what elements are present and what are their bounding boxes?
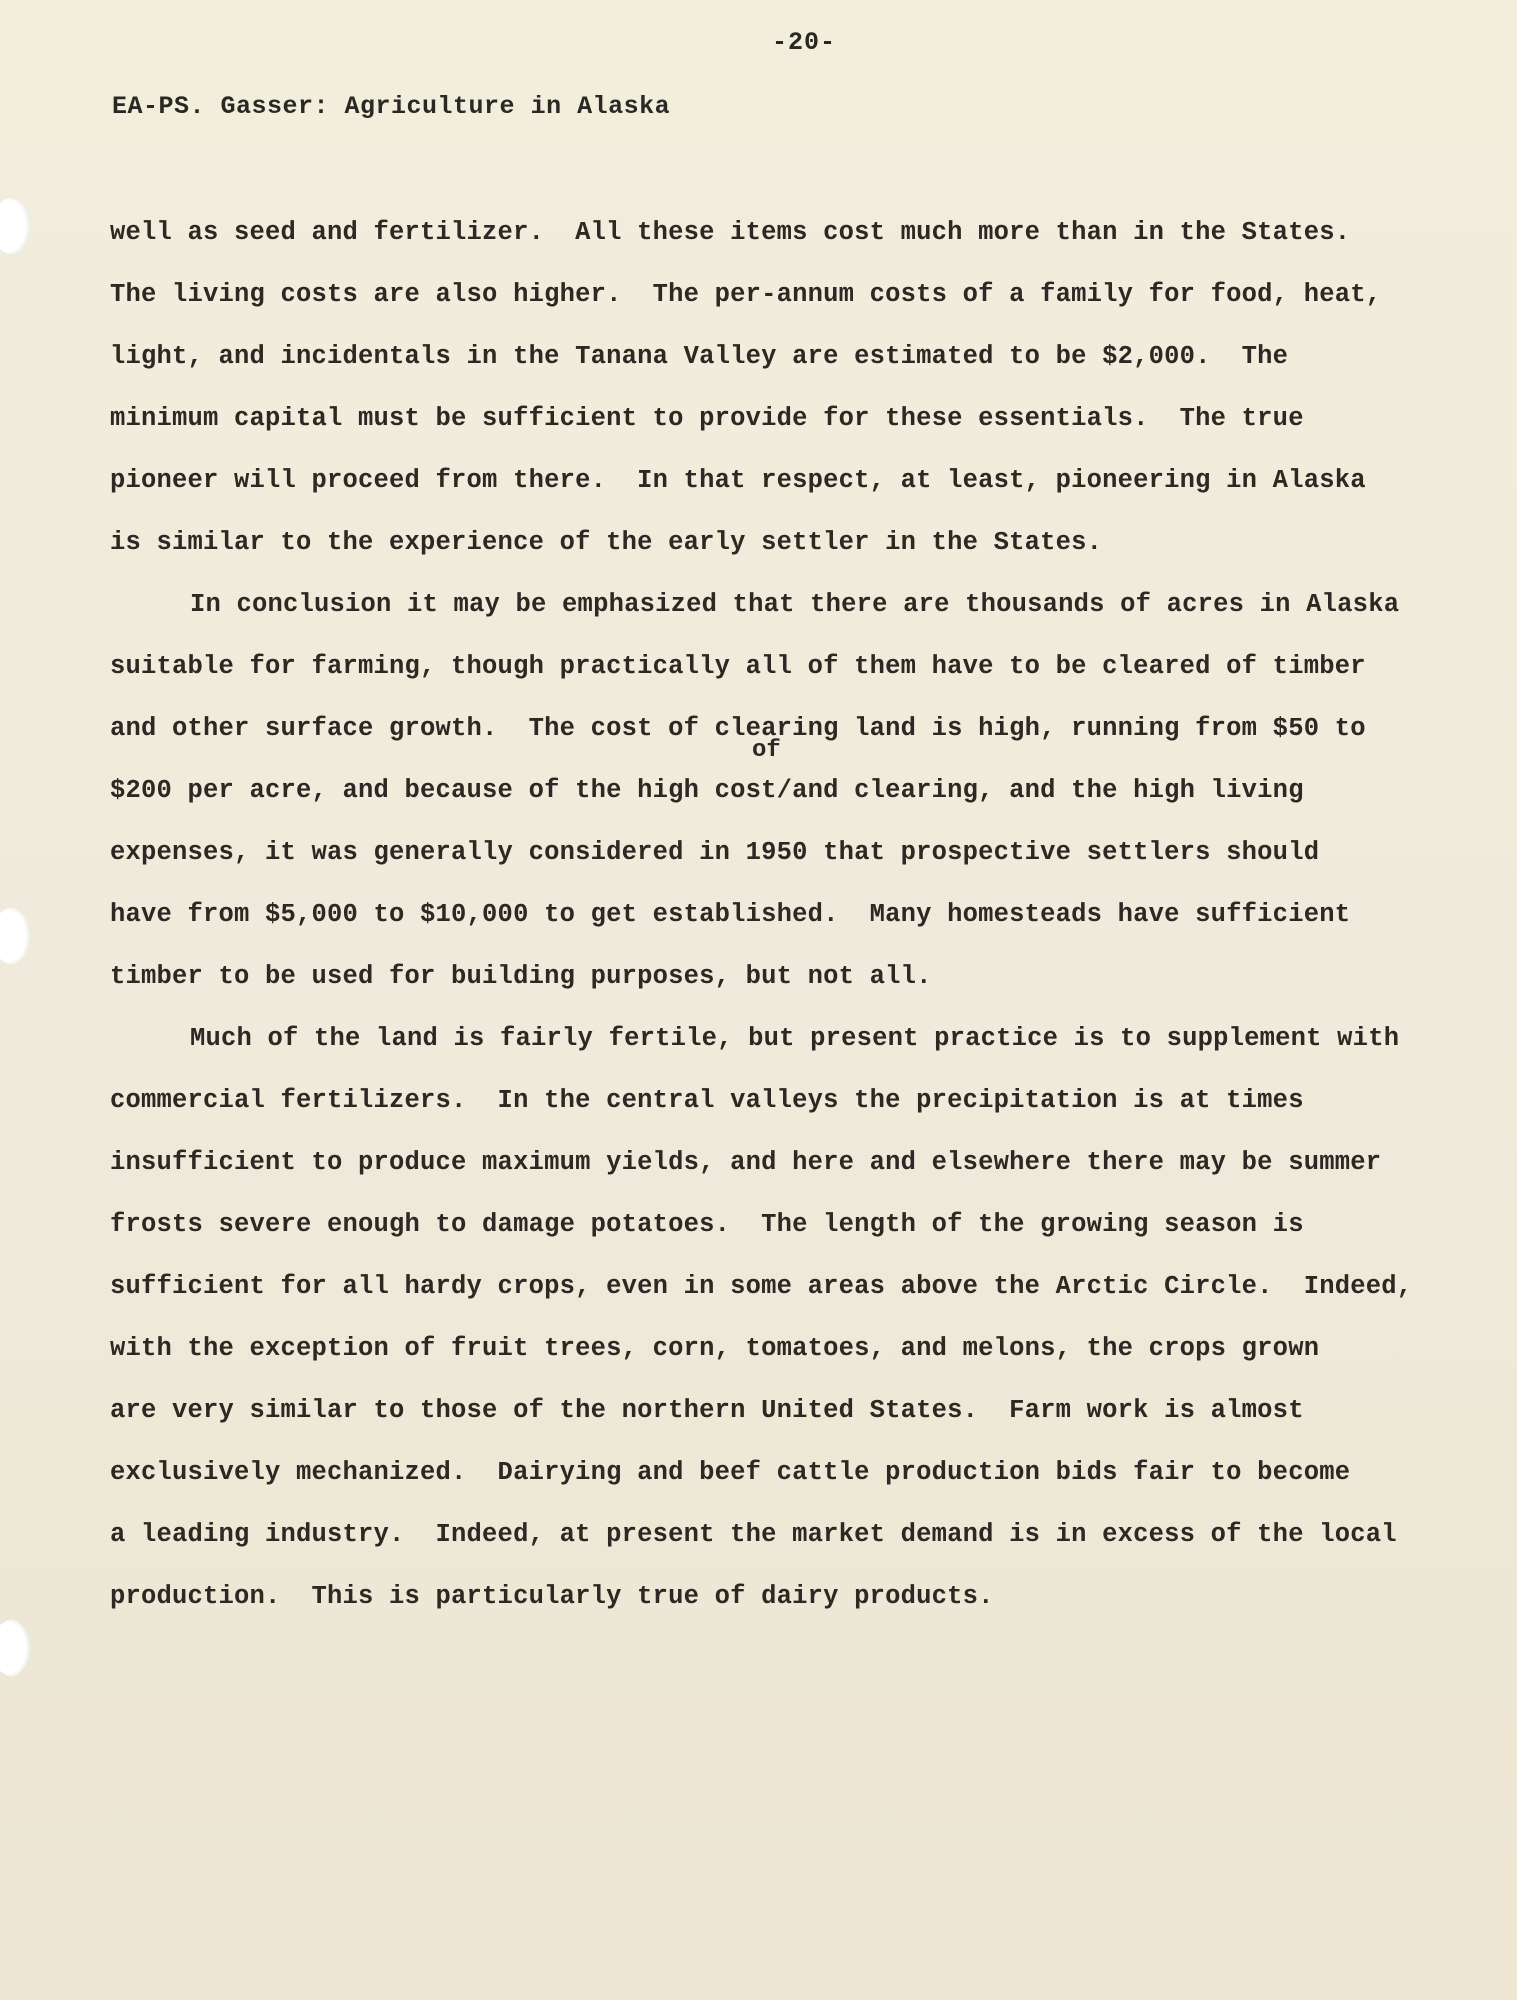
text-line: insufficient to produce maximum yields, and here and elsewhere there may be summer — [110, 1148, 1382, 1177]
text-line: production. This is particularly true of dairy products. — [110, 1582, 994, 1611]
text-line: frosts severe enough to damage potatoes. The length of the growing season is — [110, 1210, 1304, 1239]
running-head: EA-PS. Gasser: Agriculture in Alaska — [112, 92, 671, 121]
handwritten-insertion: of — [752, 737, 781, 764]
text-line: well as seed and fertilizer. All these items cost much more than in the States. — [110, 218, 1351, 247]
text-line: have from $5,000 to $10,000 to get established. Many homesteads have sufficient — [110, 900, 1351, 929]
punch-hole — [0, 1620, 30, 1676]
text-line: commercial fertilizers. In the central valleys the precipitation is at times — [110, 1086, 1304, 1115]
paragraph-start-line: Much of the land is fairly fertile, but present practice is to supplement with — [190, 1024, 1400, 1053]
text-line: light, and incidentals in the Tanana Valley are estimated to be $2,000. The — [110, 342, 1289, 371]
text-line: are very similar to those of the northern United States. Farm work is almost — [110, 1396, 1304, 1425]
text-line: sufficient for all hardy crops, even in some areas above the Arctic Circle. Indeed, — [110, 1272, 1413, 1301]
text-line: $200 per acre, and because of the high cost/and clearing, and the high living — [110, 776, 1304, 805]
text-line: a leading industry. Indeed, at present the market demand is in excess of the local — [110, 1520, 1397, 1549]
text-line: suitable for farming, though practically all of them have to be cleared of timber — [110, 652, 1366, 681]
page-number: -20- — [772, 28, 837, 57]
text-line: exclusively mechanized. Dairying and beef cattle production bids fair to become — [110, 1458, 1351, 1487]
text-line: with the exception of fruit trees, corn, tomatoes, and melons, the crops grown — [110, 1334, 1320, 1363]
text-line: and other surface growth. The cost of clearing land is high, running from $50 to — [110, 714, 1366, 743]
text-line: minimum capital must be sufficient to provide for these essentials. The true — [110, 404, 1304, 433]
body-text — [110, 212, 1413, 1638]
punch-hole — [0, 198, 30, 254]
punch-hole — [0, 908, 30, 964]
text-line: timber to be used for building purposes, but not all. — [110, 962, 932, 991]
text-line: The living costs are also higher. The per-annum costs of a family for food, heat, — [110, 280, 1382, 309]
text-line: pioneer will proceed from there. In that respect, at least, pioneering in Alaska — [110, 466, 1366, 495]
text-line: expenses, it was generally considered in 1950 that prospective settlers should — [110, 838, 1320, 867]
text-line: is similar to the experience of the early settler in the States. — [110, 528, 1103, 557]
paragraph-start-line: In conclusion it may be emphasized that there are thousands of acres in Alaska — [190, 590, 1400, 619]
